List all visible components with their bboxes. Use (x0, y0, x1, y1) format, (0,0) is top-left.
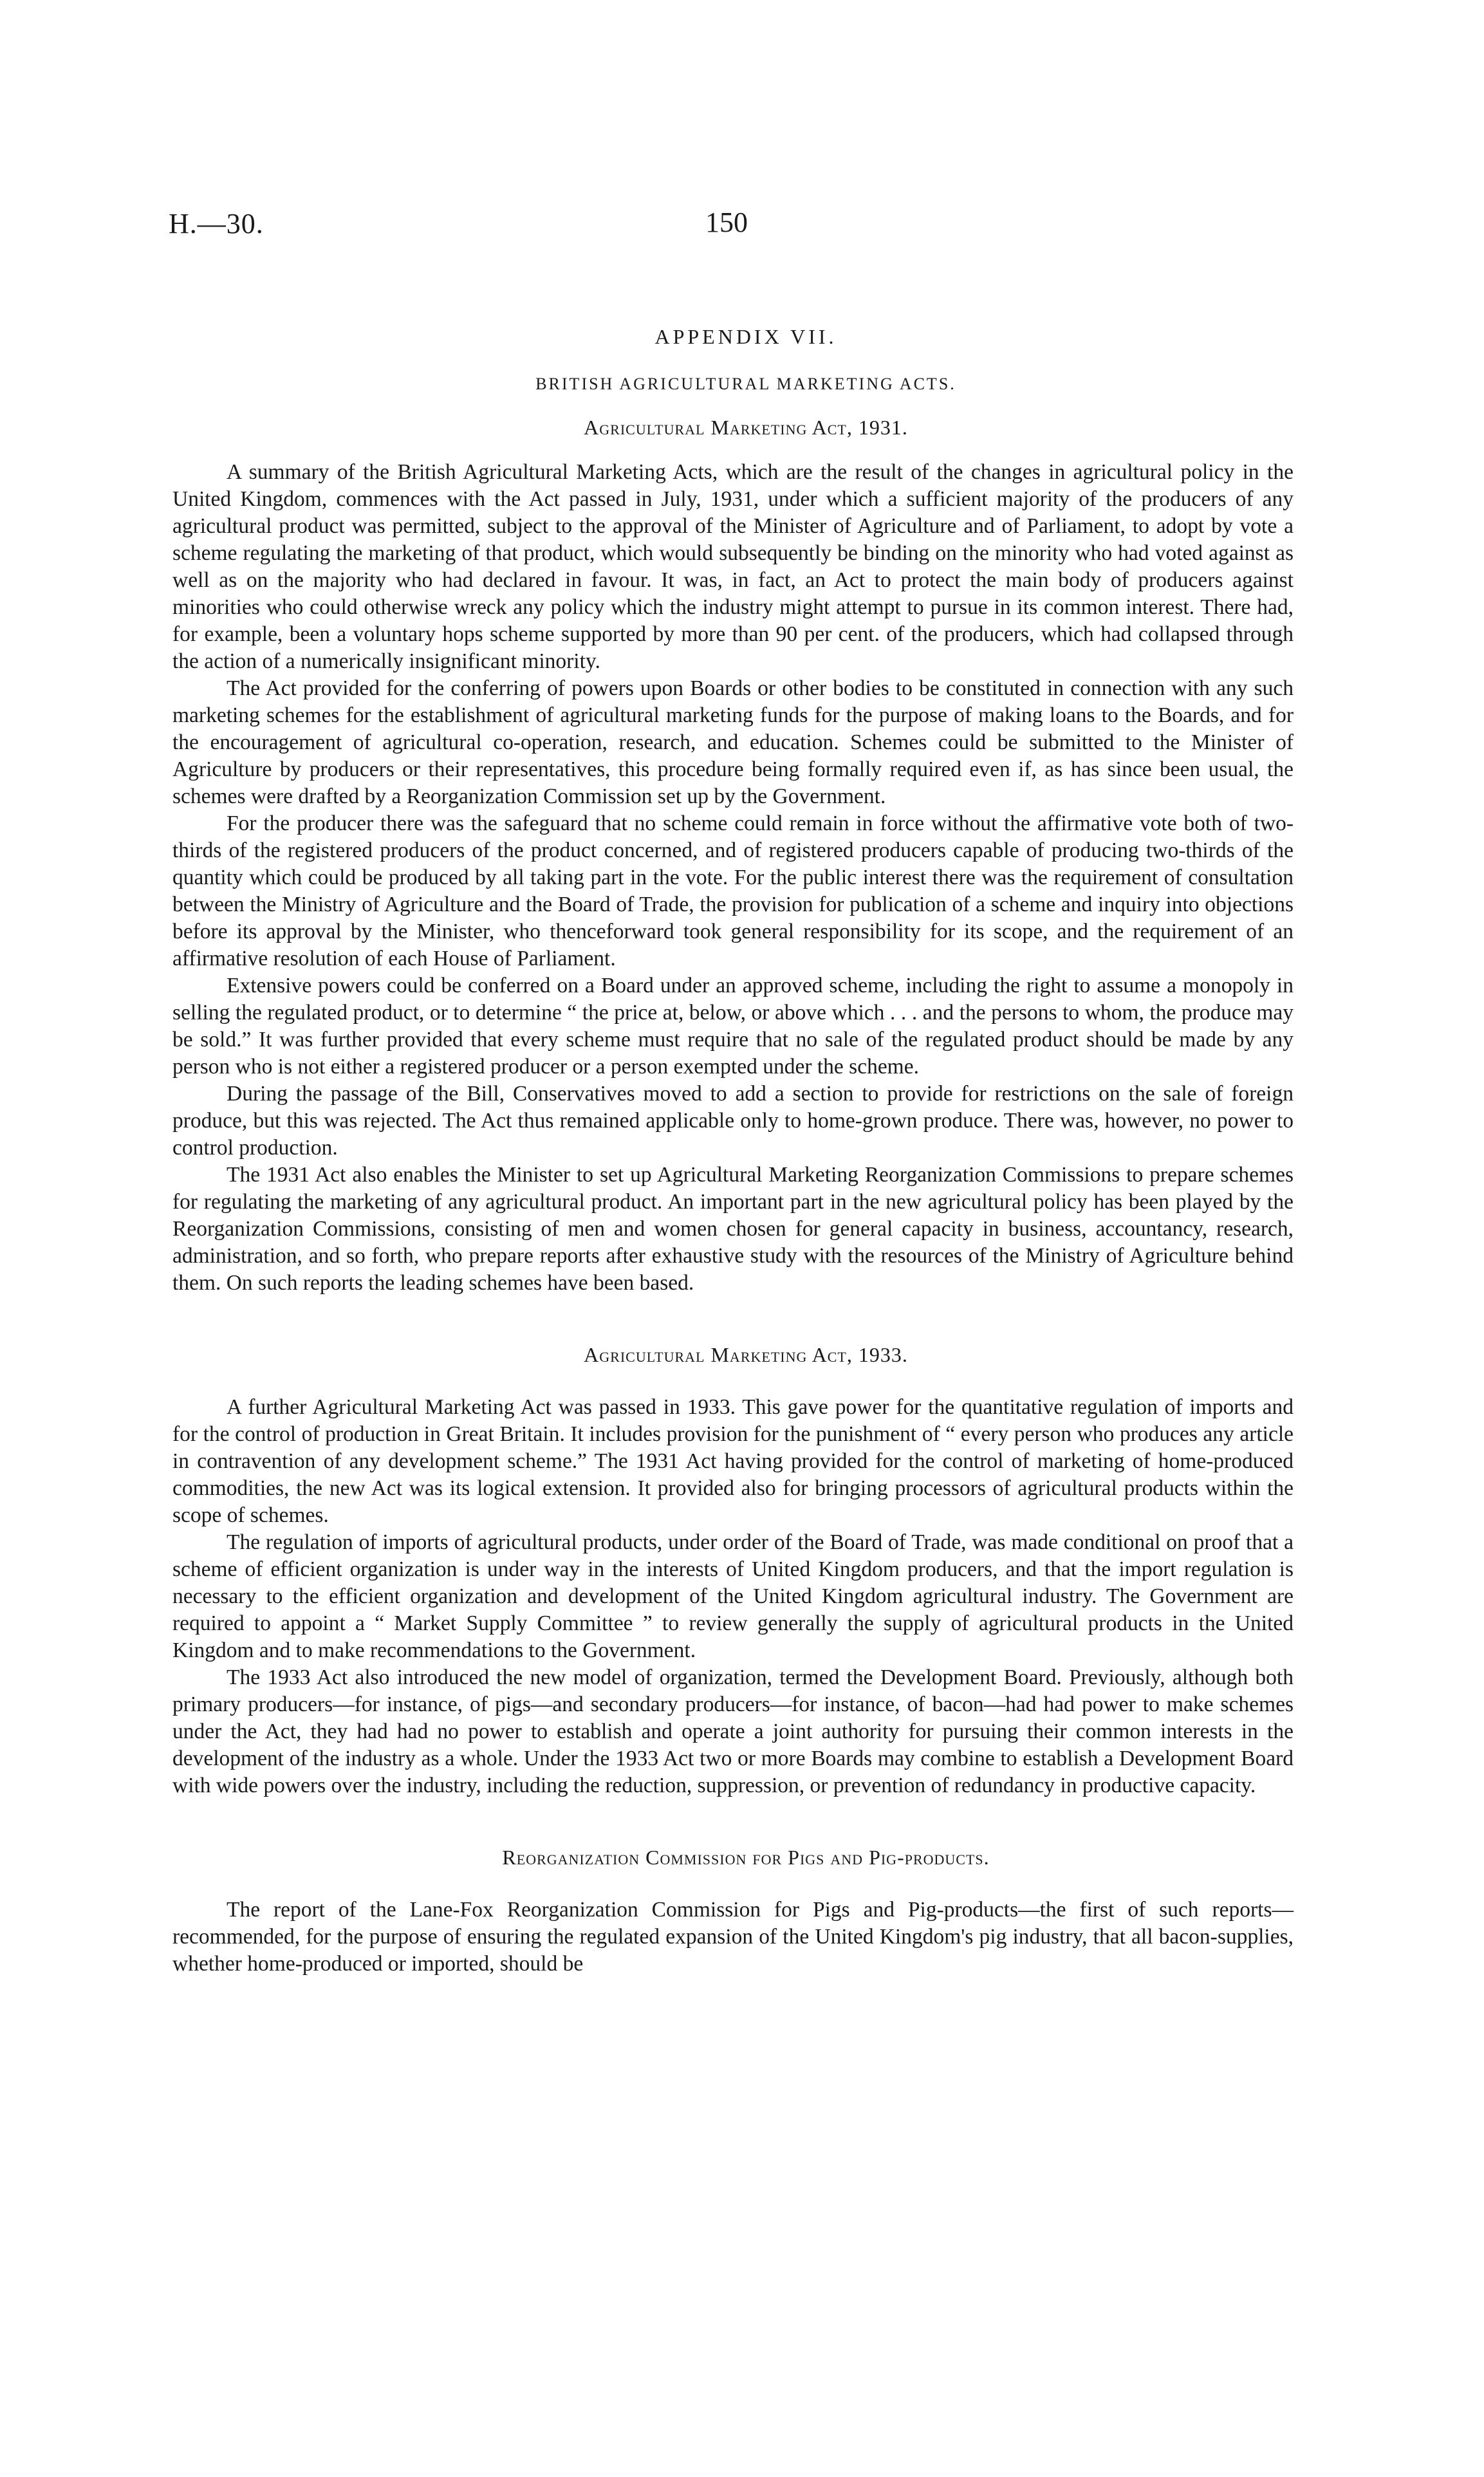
section-reorganization-commission (172, 1846, 1294, 1978)
act-group-title: BRITISH AGRICULTURAL MARKETING ACTS. (535, 375, 956, 393)
paragraph: A summary of the British Agricultural Marketing Acts, which are the result of the changes in agricultural policy in the United Kingdom, commences with the Act passed in July, 1931, under which a sufficient majority of the producers of any agricultural product was permitted, subject to the approval of the Minister of Agriculture and of Parliament, to adopt by vote a scheme regulating the marketing of that product, which would subsequently be binding on the minority who had voted against as well as on the majority who had declared in favour. It was, in fact, an Act to protect the main body of producers against minorities who could otherwise wreck any policy which the industry might attempt to pursue in its common interest. There had, for example, been a voluntary hops scheme supported by more than 90 per cent. of the producers, which had collapsed through the action of a numerically insignificant minority. (172, 460, 1294, 673)
section-heading: Agricultural Marketing Act, 1931. (584, 416, 908, 439)
section-heading: Reorganization Commission for Pigs and Pig-products. (502, 1846, 990, 1869)
paragraph: For the producer there was the safeguard that no scheme could remain in force without the affirmative vote both of two-thirds of the registered producers of the product concerned, and of registered producers capable of producing two-thirds of the quantity which could be produced by all taking part in the vote. For the public interest there was the requirement of consultation between the Ministry of Agriculture and the Board of Trade, the provision for publication of a scheme and inquiry into objections before its approval by the Minister, who thenceforward took general responsibility for its scope, and the requirement of an affirmative resolution of each House of Parliament. (172, 812, 1294, 970)
document-reference: H.—30. (169, 208, 264, 239)
paragraph: The 1933 Act also introduced the new model of organization, termed the Development Board. Previously, although both primary producers—for instance, of pigs—and secondary producers—for instance, of bacon—had had power to make schemes under the Act, they had had no power to establish and operate a joint authority for pursuing their common interests in the development of the industry as a whole. Under the 1933 Act two or more Boards may combine to establish a Development Board with wide powers over the industry, including the reduction, suppression, or prevention of redundancy in productive capacity. (172, 1665, 1294, 1797)
paragraph: The 1931 Act also enables the Minister to set up Agricultural Marketing Reorganization Commissions to prepare schemes for regulating the marketing of any agricultural product. An important part in the new agricultural policy has been played by the Reorganization Commissions, consisting of men and women chosen for general capacity in business, accountancy, research, administration, and so forth, who prepare reports after exhaustive study with the resources of the Ministry of Agriculture behind them. On such reports the leading schemes have been based. (172, 1163, 1294, 1295)
paragraph: The regulation of imports of agricultural products, under order of the Board of Trade, was made conditional on proof that a scheme of efficient organization is under way in the interests of United Kingdom producers, and that the import regulation is necessary to the efficient organization and development of the United Kingdom agricultural industry. The Government are required to appoint a “ Market Supply Committee ” to review generally the supply of agricultural products in the United Kingdom and to make recommendations to the Government. (172, 1530, 1294, 1662)
paragraph: The Act provided for the conferring of powers upon Boards or other bodies to be constituted in connection with any such marketing schemes for the establishment of agricultural marketing funds for the purpose of making loans to the Boards, and for the encouragement of agricultural co-operation, research, and education. Schemes could be submitted to the Minister of Agriculture by producers or their representatives, this procedure being formally required even if, as has since been usual, the schemes were drafted by a Reorganization Commission set up by the Government. (172, 676, 1294, 808)
page-number: 150 (705, 207, 748, 238)
appendix-title: APPENDIX VII. (654, 325, 837, 348)
paragraph: A further Agricultural Marketing Act was passed in 1933. This gave power for the quantitative regulation of imports and for the control of production in Great Britain. It includes provision for the punishment of “ every person who produces any article in contravention of any development scheme.” The 1931 Act having provided for the control of marketing of home-produced commodities, the new Act was its logical extension. It provided also for bringing processors of agricultural products within the scope of schemes. (172, 1395, 1294, 1527)
paragraph: Extensive powers could be conferred on a Board under an approved scheme, including the right to assume a monopoly in selling the regulated product, or to determine “ the price at, below, or above which . . . and the persons to whom, the produce may be sold.” It was further provided that every scheme must require that no sale of the regulated product should be made by any person who is not either a registered producer or a person exempted under the scheme. (172, 974, 1294, 1079)
paragraph: During the passage of the Bill, Conservatives moved to add a section to provide for restrictions on the sale of foreign produce, but this was rejected. The Act thus remained applicable only to home-grown produce. There was, however, no power to control production. (172, 1082, 1294, 1160)
section-heading: Agricultural Marketing Act, 1933. (584, 1343, 908, 1366)
document-body (172, 325, 1294, 1978)
paragraph: The report of the Lane-Fox Reorganization Commission for Pigs and Pig-products—the first of such reports—recommended, for the purpose of ensuring the regulated expansion of the United Kingdom's pig industry, that all bacon-supplies, whether home-produced or imported, should be (172, 1898, 1294, 1976)
section-act-1933 (172, 1343, 1294, 1799)
section-act-1931 (172, 416, 1294, 1297)
